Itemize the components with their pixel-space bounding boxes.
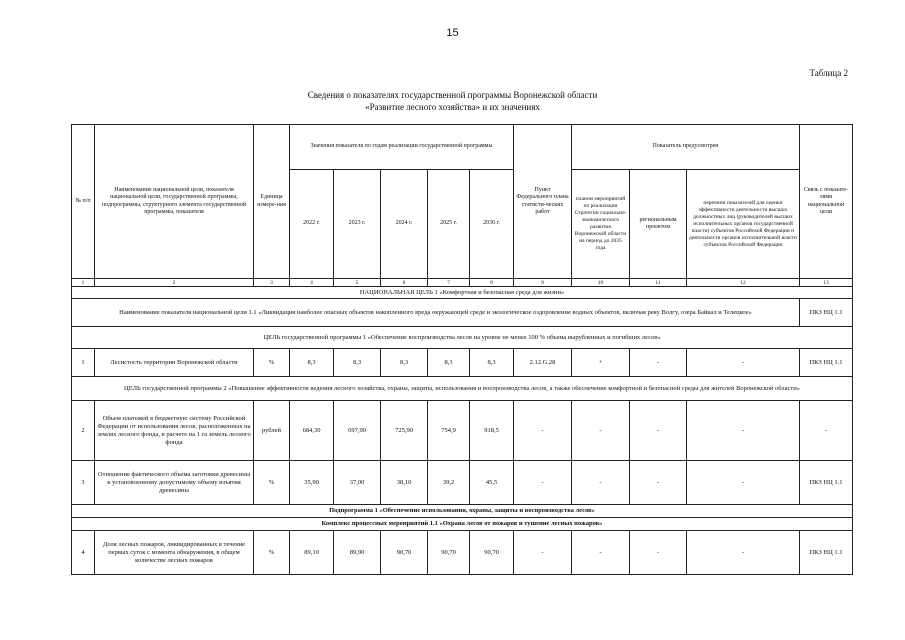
value-cell: 697,90 <box>334 401 381 461</box>
link-cell: - <box>800 401 853 461</box>
indicator-unit: рублей <box>254 401 290 461</box>
header-name: Наименование национальной цели, показателя национальной цели, государственной программы, подпрограммы, структурного элемента государственной программы, показателя <box>95 125 254 279</box>
link-cell: ПКЗ НЦ 1.1 <box>800 461 853 505</box>
indicators-table <box>71 124 853 575</box>
regional-cell: - <box>630 531 687 575</box>
subprogram-row <box>72 505 853 518</box>
national-goal-row <box>72 287 853 299</box>
value-cell: 39,2 <box>428 461 470 505</box>
value-cell: 754,9 <box>428 401 470 461</box>
header-year: 2024 г. <box>381 170 428 279</box>
indicator-name: Лесистость территории Воронежской области <box>95 349 254 377</box>
value-cell: 90,70 <box>470 531 514 575</box>
header-provided-group: Показатель предусмотрен <box>572 125 800 170</box>
indicator-unit: % <box>254 461 290 505</box>
row-number: 2 <box>72 401 95 461</box>
header-row-1 <box>72 125 853 170</box>
value-cell: 8,3 <box>470 349 514 377</box>
header-strategy: планом мероприятий по реализации Стратегии социально-экономического развития Воронежской области на период до 2035 года <box>572 170 630 279</box>
value-cell: 89,10 <box>290 531 334 575</box>
header-year: 2023 г. <box>334 170 381 279</box>
complex-row <box>72 518 853 531</box>
program-goal-1: ЦЕЛЬ государственной программы 1 «Обеспечение воспроизводства лесов на уровне не менее 100 % объема вырубленных и погибших лесов» <box>72 327 853 349</box>
goal-1-row <box>72 327 853 349</box>
national-indicator-row <box>72 299 853 327</box>
header-year: 2030 г. <box>470 170 514 279</box>
header-evaluation: перечнем показателей для оценки эффективности деятельности высших должностных лиц (руководителей высших исполнительных органов государственной власти) субъектов Российской Федерации и деятельности органов исполнительной власти субъектов Российской Федерации <box>687 170 800 279</box>
page-number: 15 <box>446 27 459 39</box>
column-number: 11 <box>630 279 687 287</box>
link-cell: ПКЗ НЦ 1.1 <box>800 531 853 575</box>
value-cell: 89,90 <box>334 531 381 575</box>
evaluation-cell: - <box>687 461 800 505</box>
national-goal: НАЦИОНАЛЬНАЯ ЦЕЛЬ 1 «Комфортная и безопасная среда для жизни» <box>72 287 853 299</box>
value-cell: 8,3 <box>334 349 381 377</box>
regional-cell: - <box>630 461 687 505</box>
column-number: 7 <box>428 279 470 287</box>
header-year: 2025 г. <box>428 170 470 279</box>
strategy-cell: + <box>572 349 630 377</box>
column-number: 8 <box>470 279 514 287</box>
fed-plan-cell: 2.12.G.28 <box>514 349 572 377</box>
table-row <box>72 531 853 575</box>
strategy-cell: - <box>572 461 630 505</box>
table-label: Таблица 2 <box>809 68 848 78</box>
value-cell: 90,70 <box>381 531 428 575</box>
process-complex-1-1: Комплекс процессных мероприятий 1.1 «Охрана лесов от пожаров и тушение лесных пожаров» <box>72 518 853 531</box>
column-number: 5 <box>334 279 381 287</box>
evaluation-cell: - <box>687 349 800 377</box>
value-cell: 37,00 <box>334 461 381 505</box>
column-number: 1 <box>72 279 95 287</box>
value-cell: 38,10 <box>381 461 428 505</box>
column-number: 10 <box>572 279 630 287</box>
column-number: 6 <box>381 279 428 287</box>
value-cell: 45,5 <box>470 461 514 505</box>
strategy-cell: - <box>572 531 630 575</box>
indicator-name: Отношение фактического объема заготовки древесины к установленному допустимому объему изъятия древесины <box>95 461 254 505</box>
header-unit: Единица измере-ния <box>254 125 290 279</box>
value-cell: 35,90 <box>290 461 334 505</box>
value-cell: 90,70 <box>428 531 470 575</box>
column-number: 9 <box>514 279 572 287</box>
header-years-group: Значения показателя по годам реализации государственной программы <box>290 125 514 170</box>
column-number: 3 <box>254 279 290 287</box>
value-cell: 918,5 <box>470 401 514 461</box>
subprogram-1: Подпрограмма 1 «Обеспечение использования, охраны, защиты и воспроизводства лесов» <box>72 505 853 518</box>
value-cell: 8,3 <box>428 349 470 377</box>
link-cell: ПКЗ НЦ 1.1 <box>800 349 853 377</box>
indicator-unit: % <box>254 531 290 575</box>
value-cell: 8,3 <box>290 349 334 377</box>
indicator-name: Доля лесных пожаров, ликвидированных в течение первых суток с момента обнаружения, в общем количестве лесных пожаров <box>95 531 254 575</box>
evaluation-cell: - <box>687 401 800 461</box>
header-year: 2022 г. <box>290 170 334 279</box>
column-number: 12 <box>687 279 800 287</box>
program-goal-2: ЦЕЛЬ государственной программы 2 «Повышение эффективности ведения лесного хозяйства, охраны, защиты, использования и воспроизводства лесов, а также обеспечение комфортной и безопасной среды для жителей Воронежской области» <box>72 377 853 401</box>
table-row <box>72 349 853 377</box>
column-number: 4 <box>290 279 334 287</box>
row-number: 3 <box>72 461 95 505</box>
column-numbers-row <box>72 279 853 287</box>
strategy-cell: - <box>572 401 630 461</box>
header-fed-plan: Пункт Федерального плана статисти-ческих работ <box>514 125 572 279</box>
indicator-unit: % <box>254 349 290 377</box>
fed-plan-cell: - <box>514 531 572 575</box>
row-number: 4 <box>72 531 95 575</box>
row-number: 1 <box>72 349 95 377</box>
value-cell: 725,90 <box>381 401 428 461</box>
header-num: № п/п <box>72 125 95 279</box>
link-cell: ПКЗ НЦ 1.1 <box>800 299 853 327</box>
title-line-2: «Развитие лесного хозяйства» и их значениях <box>365 102 540 112</box>
table-row <box>72 461 853 505</box>
value-cell: 684,30 <box>290 401 334 461</box>
table-row <box>72 401 853 461</box>
indicator-name: Объем платежей в бюджетную систему Российской Федерации от использования лесов, расположенных на землях лесного фонда, в расчете на 1 га земель лесного фонда <box>95 401 254 461</box>
regional-cell: - <box>630 349 687 377</box>
document-title <box>0 89 905 113</box>
fed-plan-cell: - <box>514 401 572 461</box>
value-cell: 8,3 <box>381 349 428 377</box>
regional-cell: - <box>630 401 687 461</box>
header-regional: региональным проектом <box>630 170 687 279</box>
fed-plan-cell: - <box>514 461 572 505</box>
column-number: 2 <box>95 279 254 287</box>
national-indicator: Наименование показателя национальной цели 1.1 «Ликвидация наиболее опасных объектов накопленного вреда окружающей среде и экологическое оздоровление водных объектов, включая реку Волгу, озера Байкал и Телецкое» <box>72 299 800 327</box>
column-number: 13 <box>800 279 853 287</box>
evaluation-cell: - <box>687 531 800 575</box>
goal-2-row <box>72 377 853 401</box>
header-link: Связь с показате-лями национальной цели <box>800 125 853 279</box>
title-line-1: Сведения о показателях государственной программы Воронежской области <box>307 90 598 100</box>
